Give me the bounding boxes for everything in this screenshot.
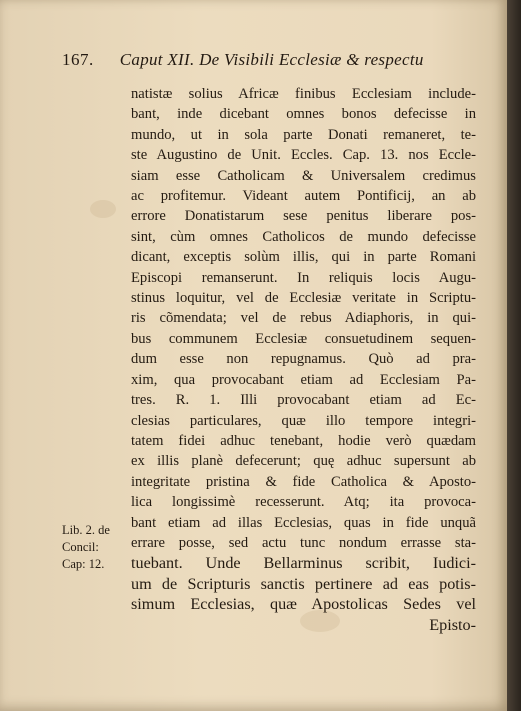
text-line: mundo, ut in sola parte Donati remaneret, te-	[131, 126, 476, 143]
text-line: sint, cùm omnes Catholicos de mundo defecisse	[131, 228, 476, 245]
book-edge	[507, 0, 521, 711]
text-line: um de Scripturis sanctis pertinere ad eas potis-	[131, 574, 476, 593]
marginal-note-line: Lib. 2. de	[62, 523, 110, 537]
text-line: Episcopi remanserunt. In reliquis locis Augu-	[131, 269, 476, 286]
text-line: stinus loquitur, vel de Ecclesiæ veritate in Scriptu-	[131, 290, 476, 307]
text-line: tuebant. Unde Bellarminus scribit, Iudici-	[131, 554, 476, 573]
page-number: 167.	[62, 50, 94, 69]
text-line: siam esse Catholicam & Universalem credimus	[131, 167, 476, 184]
text-line: dum esse non repugnamus. Quò ad pra-	[131, 351, 476, 368]
text-line: natistæ solius Africæ finibus Ecclesiam include-	[131, 86, 476, 102]
text-line: xim, qua provocabant etiam ad Ecclesiam Pa-	[131, 371, 476, 388]
text-line: ste Augustino de Unit. Eccles. Cap. 13. nos Eccle-	[131, 147, 476, 164]
text-line: dicant, exceptis solùm illis, qui in parte Romani	[131, 249, 476, 266]
text-line: ris cõmendata; vel de rebus Adiaphoris, in qui-	[131, 310, 476, 327]
text-line: lica longissimè recesserunt. Atq; ita provoca-	[131, 494, 476, 511]
text-line: tres. R. 1. Illi provocabant etiam ad Ec-	[131, 392, 476, 409]
text-line: bant, inde dicebant omnes bonos defecisse in	[131, 106, 476, 123]
marginal-note-line: Concil:	[62, 540, 99, 554]
running-title: Caput XII. De Visibili Ecclesiæ & respectu	[119, 50, 424, 69]
page-header	[62, 50, 482, 76]
text-line: bant etiam ad illas Ecclesias, quas in fide unquã	[131, 514, 476, 531]
catchword: Episto-	[429, 615, 476, 634]
text-line: bus communem Ecclesiæ consuetudinem sequen-	[131, 330, 476, 347]
marginal-note-line: Cap: 12.	[62, 557, 105, 571]
body-text	[131, 84, 476, 635]
text-line: tatem fidei adhuc tenebant, hodie verò quædam	[131, 432, 476, 449]
text-line: clesias particulares, quæ illo tempore integri-	[131, 412, 476, 429]
marginal-note	[62, 522, 132, 573]
text-line: integritate pristina & fide Catholica & Aposto-	[131, 473, 476, 490]
text-line: errare posse, sed actu tunc nondum errasse sta-	[131, 534, 476, 551]
text-line: ex illis planè defecerunt; quę adhuc supersunt ab	[131, 453, 476, 470]
text-line: errore Donatistarum sese penitus liberare pos-	[131, 208, 476, 225]
text-line: ac profitemur. Videant autem Pontificij, an ab	[131, 188, 476, 205]
paper-stain	[90, 200, 116, 218]
text-line: simum Ecclesias, quæ Apostolicas Sedes vel	[131, 595, 476, 614]
